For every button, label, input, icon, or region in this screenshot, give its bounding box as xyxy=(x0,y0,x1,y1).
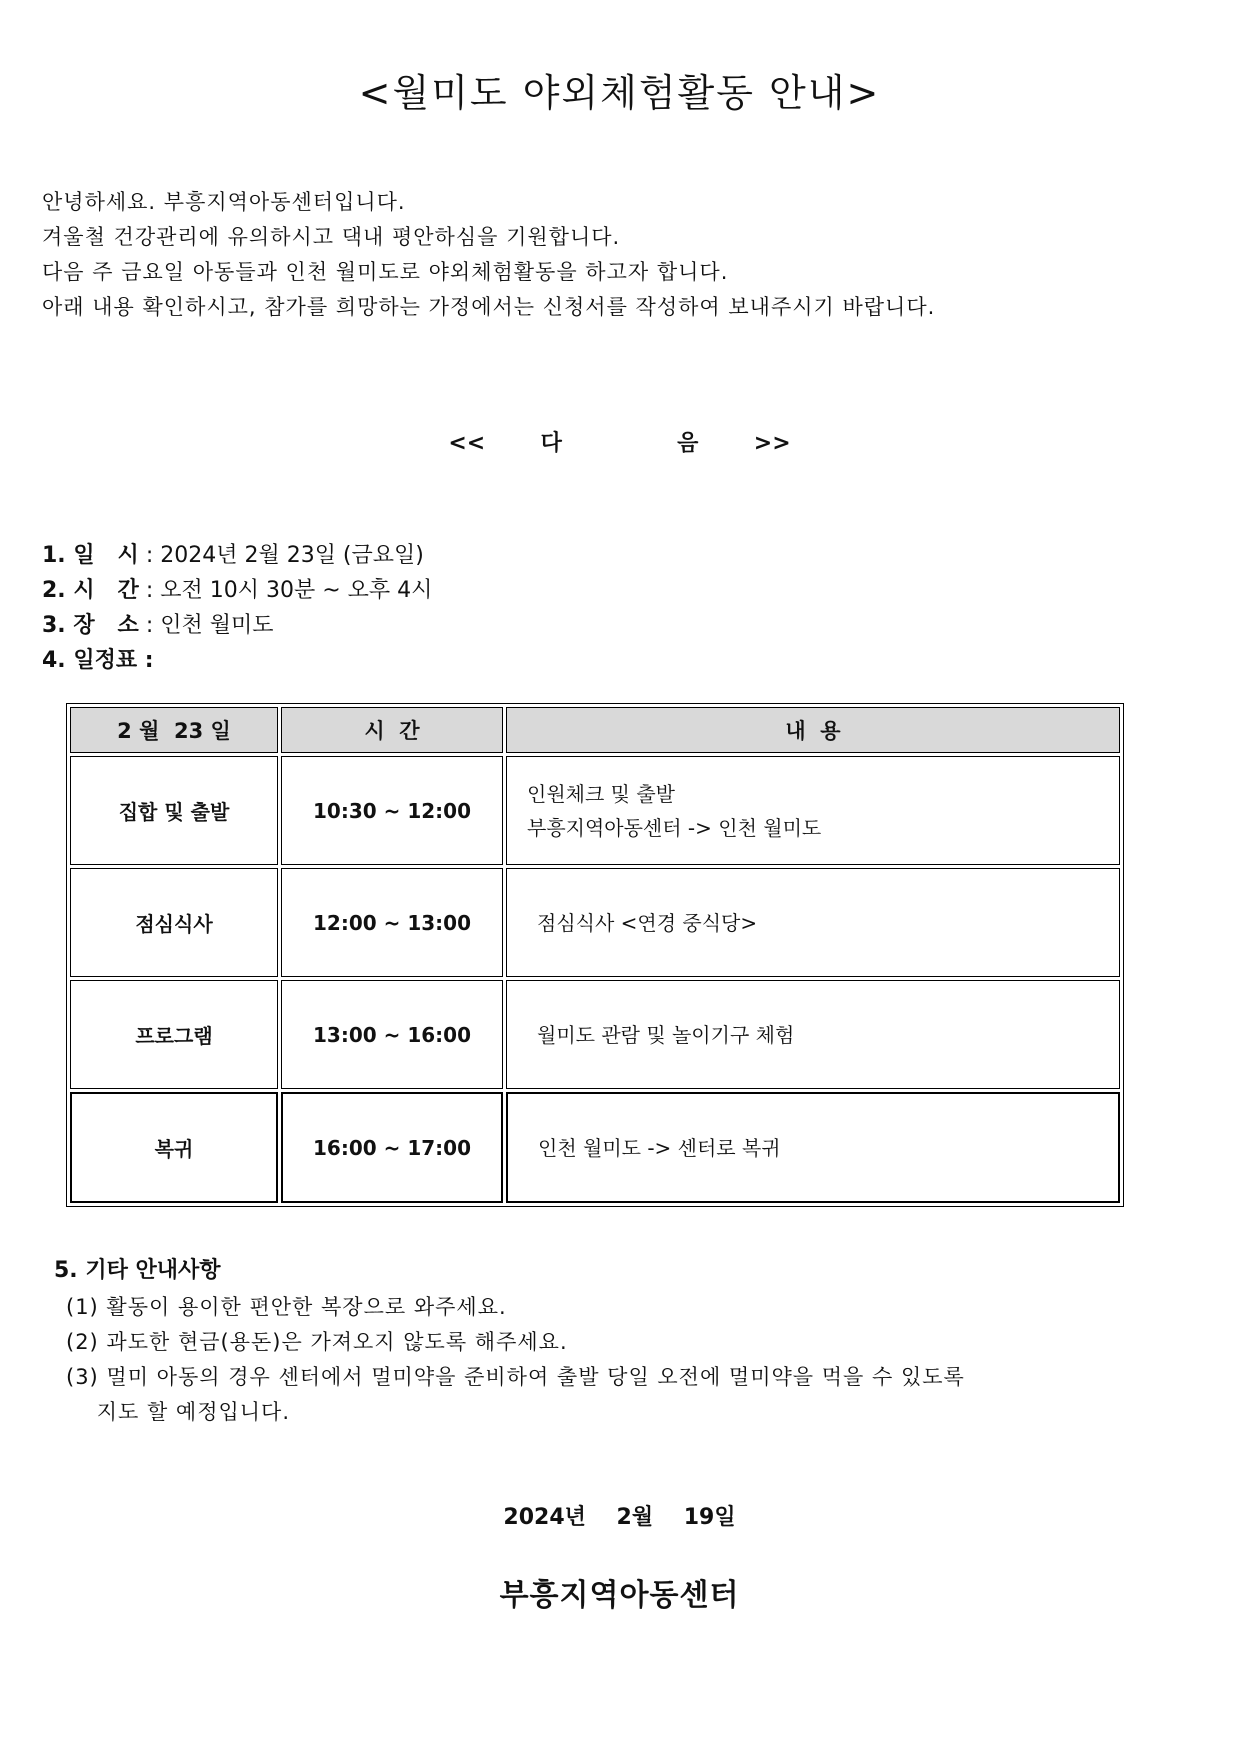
item-time-label: 2. 시 간 xyxy=(42,578,139,603)
row-content-line: 인원체크 및 출발 xyxy=(527,781,675,806)
etc-title: 5. 기타 안내사항 xyxy=(54,1258,221,1283)
notice-word-1: 다 xyxy=(540,431,562,456)
row-content-line: 월미도 관람 및 놀이기구 체험 xyxy=(537,1022,795,1047)
row-content xyxy=(506,980,1120,1089)
item-schedule xyxy=(42,643,154,674)
etc-line-3: (3) 멀미 아동의 경우 센터에서 멀미약을 준비하여 출발 당일 오전에 멀미약을 먹을 수 있도록 xyxy=(66,1365,965,1389)
notice-close: >> xyxy=(753,431,791,456)
header-content: 내 용 xyxy=(506,707,1120,753)
table-row xyxy=(70,756,1120,865)
etc-line-4: 지도 할 예정입니다. xyxy=(66,1400,291,1424)
item-place-label: 3. 장 소 xyxy=(42,613,139,638)
notice-open: << xyxy=(448,431,486,456)
row-category: 점심식사 xyxy=(70,868,278,977)
organization-name: 부흥지역아동센터 xyxy=(499,1578,740,1613)
item-place xyxy=(42,608,273,639)
row-content-line: 인천 월미도 -> 센터로 복귀 xyxy=(538,1135,781,1160)
notice-word-2: 음 xyxy=(677,431,699,456)
table-row xyxy=(70,1092,1120,1203)
intro-line-4: 아래 내용 확인하시고, 참가를 희망하는 가정에서는 신청서를 작성하여 보내주시기 바랍니다. xyxy=(42,295,936,319)
row-content xyxy=(506,756,1120,865)
row-time: 10:30 ~ 12:00 xyxy=(281,756,503,865)
intro-line-2: 겨울철 건강관리에 유의하시고 댁내 평안하심을 기원합니다. xyxy=(42,225,621,249)
schedule-header-row xyxy=(70,707,1120,753)
notice-heading xyxy=(0,426,1239,457)
row-category: 복귀 xyxy=(70,1092,278,1203)
intro-line-3: 다음 주 금요일 아동들과 인천 월미도로 야외체험활동을 하고자 합니다. xyxy=(42,260,729,284)
row-content-line: 부흥지역아동센터 -> 인천 월미도 xyxy=(527,815,822,840)
document-date: 2024년 2월 19일 xyxy=(503,1505,736,1530)
table-row xyxy=(70,980,1120,1089)
item-time-value: : 오전 10시 30분 ~ 오후 4시 xyxy=(145,578,433,603)
item-date-label: 1. 일 시 xyxy=(42,543,139,568)
row-time: 12:00 ~ 13:00 xyxy=(281,868,503,977)
etc-line-1: (1) 활동이 용이한 편안한 복장으로 와주세요. xyxy=(66,1295,507,1319)
item-time xyxy=(42,573,432,604)
row-time: 13:00 ~ 16:00 xyxy=(281,980,503,1089)
item-date-value: : 2024년 2월 23일 (금요일) xyxy=(145,543,424,568)
header-date: 2 월 23 일 xyxy=(70,707,278,753)
row-content xyxy=(506,868,1120,977)
etc-line-2: (2) 과도한 현금(용돈)은 가져오지 않도록 해주세요. xyxy=(66,1330,568,1354)
page-title: <월미도 야외체험활동 안내> xyxy=(358,71,881,115)
intro-line-1: 안녕하세요. 부흥지역아동센터입니다. xyxy=(42,190,406,214)
item-place-value: : 인천 월미도 xyxy=(145,613,274,638)
item-date xyxy=(42,538,424,569)
row-content-line: 점심식사 <연경 중식당> xyxy=(537,910,758,935)
row-category: 프로그램 xyxy=(70,980,278,1089)
row-content xyxy=(506,1092,1120,1203)
schedule-table xyxy=(66,703,1124,1207)
row-time: 16:00 ~ 17:00 xyxy=(281,1092,503,1203)
table-row xyxy=(70,868,1120,977)
row-category: 집합 및 출발 xyxy=(70,756,278,865)
item-schedule-label: 4. 일정표 : xyxy=(42,648,154,673)
header-time: 시 간 xyxy=(281,707,503,753)
